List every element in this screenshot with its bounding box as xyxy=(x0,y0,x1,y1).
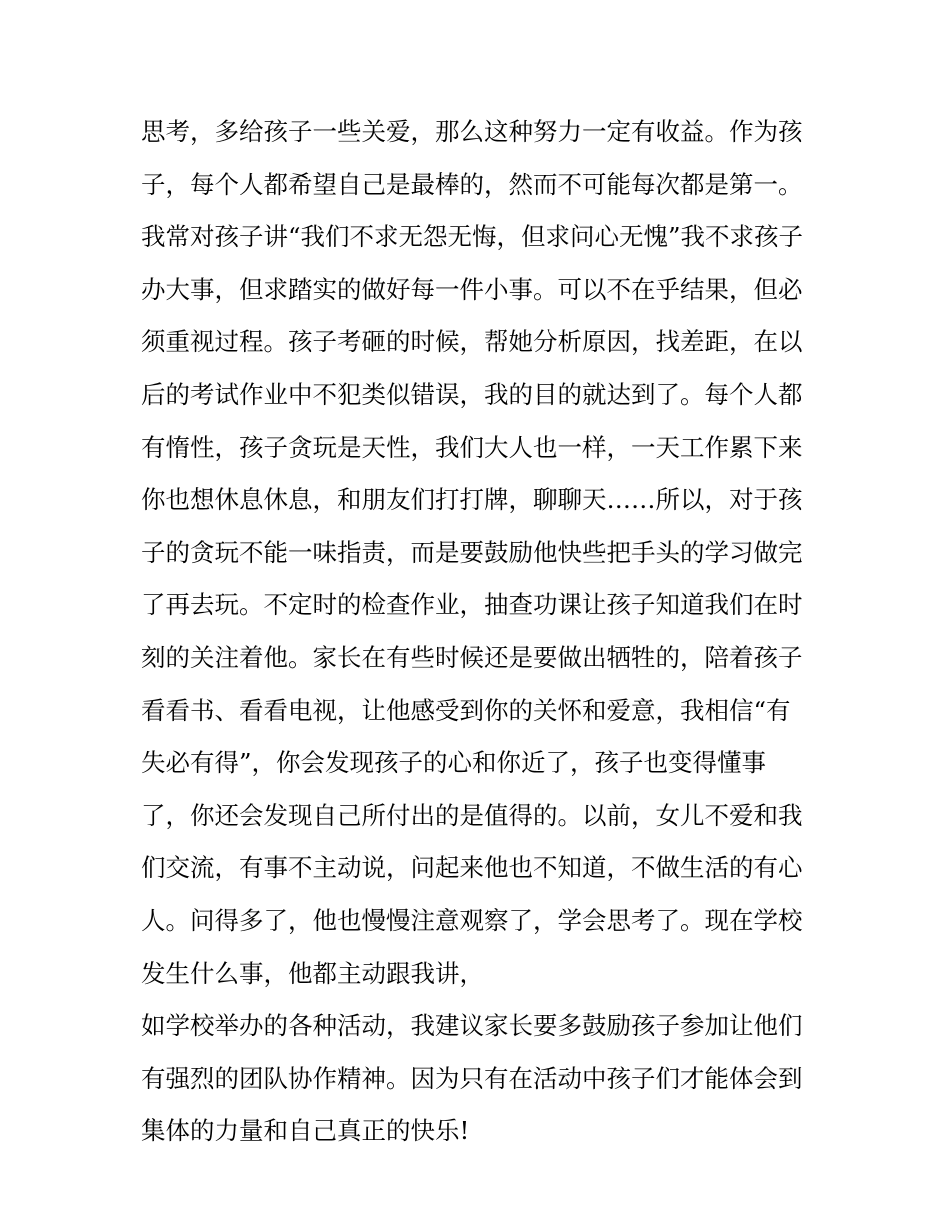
text-line: 有惰性，孩子贪玩是天性，我们大人也一样，一天工作累下来 xyxy=(141,432,803,462)
text-line: 我常对孩子讲“我们不求无怨无悔，但求问心无愧”我不求孩子 xyxy=(141,222,804,252)
text-line: 办大事，但求踏实的做好每一件小事。可以不在乎结果，但必 xyxy=(141,274,803,304)
text-line: 人。问得多了，他也慢慢注意观察了，学会思考了。现在学校 xyxy=(141,905,803,935)
text-line: 后的考试作业中不犯类似错误，我的目的就达到了。每个人都 xyxy=(141,379,803,409)
text-line: 了再去玩。不定时的检查作业，抽查功课让孩子知道我们在时 xyxy=(141,590,803,620)
document-body xyxy=(141,106,821,1158)
text-line: 刻的关注着他。家长在有些时候还是要做出牺牲的，陪着孩子 xyxy=(141,642,803,672)
text-line: 看看书、看看电视，让他感受到你的关怀和爱意，我相信“有 xyxy=(141,695,791,725)
text-line: 思考，多给孩子一些关爱，那么这种努力一定有收益。作为孩 xyxy=(141,117,803,146)
text-line: 发生什么事，他都主动跟我讲， xyxy=(141,958,484,988)
text-line: 有强烈的团队协作精神。因为只有在活动中孩子们才能体会到 xyxy=(141,1063,803,1093)
text-line: 子，每个人都希望自己是最棒的，然而不可能每次都是第一。 xyxy=(141,169,803,199)
text-line: 须重视过程。孩子考砸的时候，帮她分析原因，找差距，在以 xyxy=(141,327,803,357)
text-line: 子的贪玩不能一味指责，而是要鼓励他快些把手头的学习做完 xyxy=(141,537,803,567)
text-line: 你也想休息休息，和朋友们打打牌，聊聊天……所以，对于孩 xyxy=(141,485,803,515)
text-line: 如学校举办的各种活动，我建议家长要多鼓励孩子参加让他们 xyxy=(141,1011,803,1041)
text-line: 失必有得”，你会发现孩子的心和你近了，孩子也变得懂事 xyxy=(141,748,767,778)
text-line: 集体的力量和自己真正的快乐! xyxy=(141,1116,470,1146)
text-line: 们交流，有事不主动说，问起来他也不知道，不做生活的有心 xyxy=(141,853,803,883)
text-line: 了，你还会发现自己所付出的是值得的。以前，女儿不爱和我 xyxy=(141,800,803,830)
